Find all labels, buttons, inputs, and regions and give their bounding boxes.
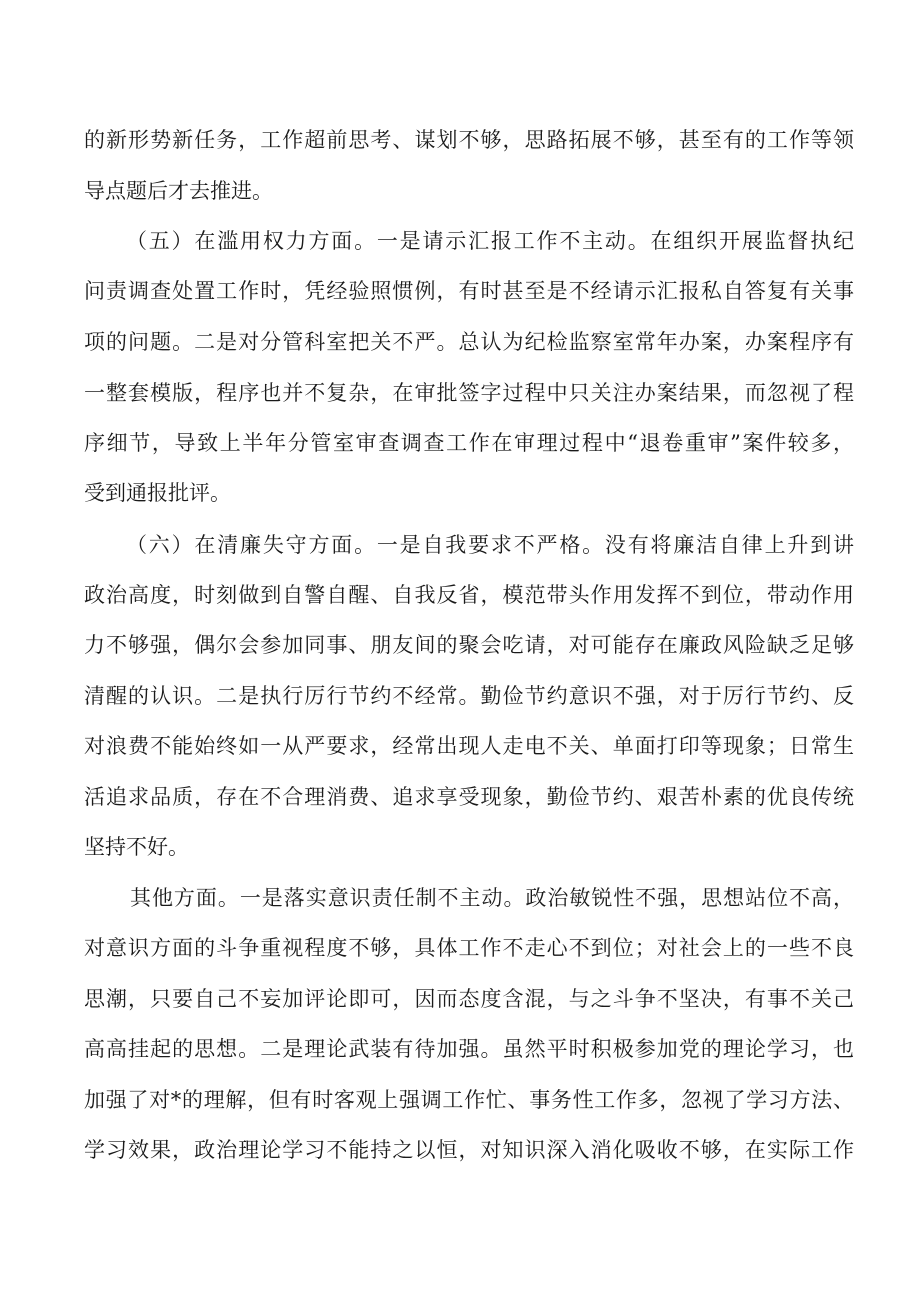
paragraph-4-line-2: 对意识方面的斗争重视程度不够，具体工作不走心不到位；对社会上的一些不良 xyxy=(84,936,854,960)
paragraph-3-line-2: 政治高度，时刻做到自警自醒、自我反省，模范带头作用发挥不到位，带动作用 xyxy=(84,583,854,607)
paragraph-2-line-5: 序细节，导致上半年分管室审查调查工作在审理过程中“退卷重审”案件较多， xyxy=(84,431,854,455)
paragraph-2-line-2: 问责调查处置工作时，凭经验照惯例，有时甚至是不经请示汇报私自答复有关事 xyxy=(84,279,854,303)
paragraph-3-line-7: 坚持不好。 xyxy=(84,835,189,859)
paragraph-1-line-1: 的新形势新任务，工作超前思考、谋划不够，思路拓展不够，甚至有的工作等领 xyxy=(84,128,854,152)
paragraph-3-line-6: 活追求品质，存在不合理消费、追求享受现象，勤俭节约、艰苦朴素的优良传统 xyxy=(84,785,854,809)
paragraph-4-line-4: 高高挂起的思想。二是理论武装有待加强。虽然平时积极参加党的理论学习，也 xyxy=(84,1037,854,1061)
paragraph-3-line-3: 力不够强，偶尔会参加同事、朋友间的聚会吃请，对可能存在廉政风险缺乏足够 xyxy=(84,633,854,657)
paragraph-4-line-6: 学习效果，政治理论学习不能持之以恒，对知识深入消化吸收不够，在实际工作 xyxy=(84,1138,854,1162)
paragraph-4-line-1: 其他方面。一是落实意识责任制不主动。政治敏锐性不强，思想站位不高， xyxy=(130,886,854,910)
paragraph-3-line-1: （六）在清廉失守方面。一是自我要求不严格。没有将廉洁自律上升到讲 xyxy=(126,533,854,557)
paragraph-3-line-5: 对浪费不能始终如一从严要求，经常出现人走电不关、单面打印等现象；日常生 xyxy=(84,734,854,758)
paragraph-3-line-4: 清醒的认识。二是执行厉行节约不经常。勤俭节约意识不强，对于厉行节约、反 xyxy=(84,684,854,708)
paragraph-2-line-4: 一整套模版，程序也并不复杂，在审批签字过程中只关注办案结果，而忽视了程 xyxy=(84,381,854,405)
paragraph-2-line-1: （五）在滥用权力方面。一是请示汇报工作不主动。在组织开展监督执纪 xyxy=(126,229,854,253)
paragraph-4-line-3: 思潮，只要自己不妄加评论即可，因而态度含混，与之斗争不坚决，有事不关己 xyxy=(84,987,854,1011)
paragraph-2-line-3: 项的问题。二是对分管科室把关不严。总认为纪检监察室常年办案，办案程序有 xyxy=(84,330,854,354)
paragraph-2-line-6: 受到通报批评。 xyxy=(84,481,231,505)
paragraph-1-line-2: 导点题后才去推进。 xyxy=(84,179,273,203)
paragraph-4-line-5: 加强了对*的理解，但有时客观上强调工作忙、事务性工作多，忽视了学习方法、 xyxy=(84,1088,854,1112)
